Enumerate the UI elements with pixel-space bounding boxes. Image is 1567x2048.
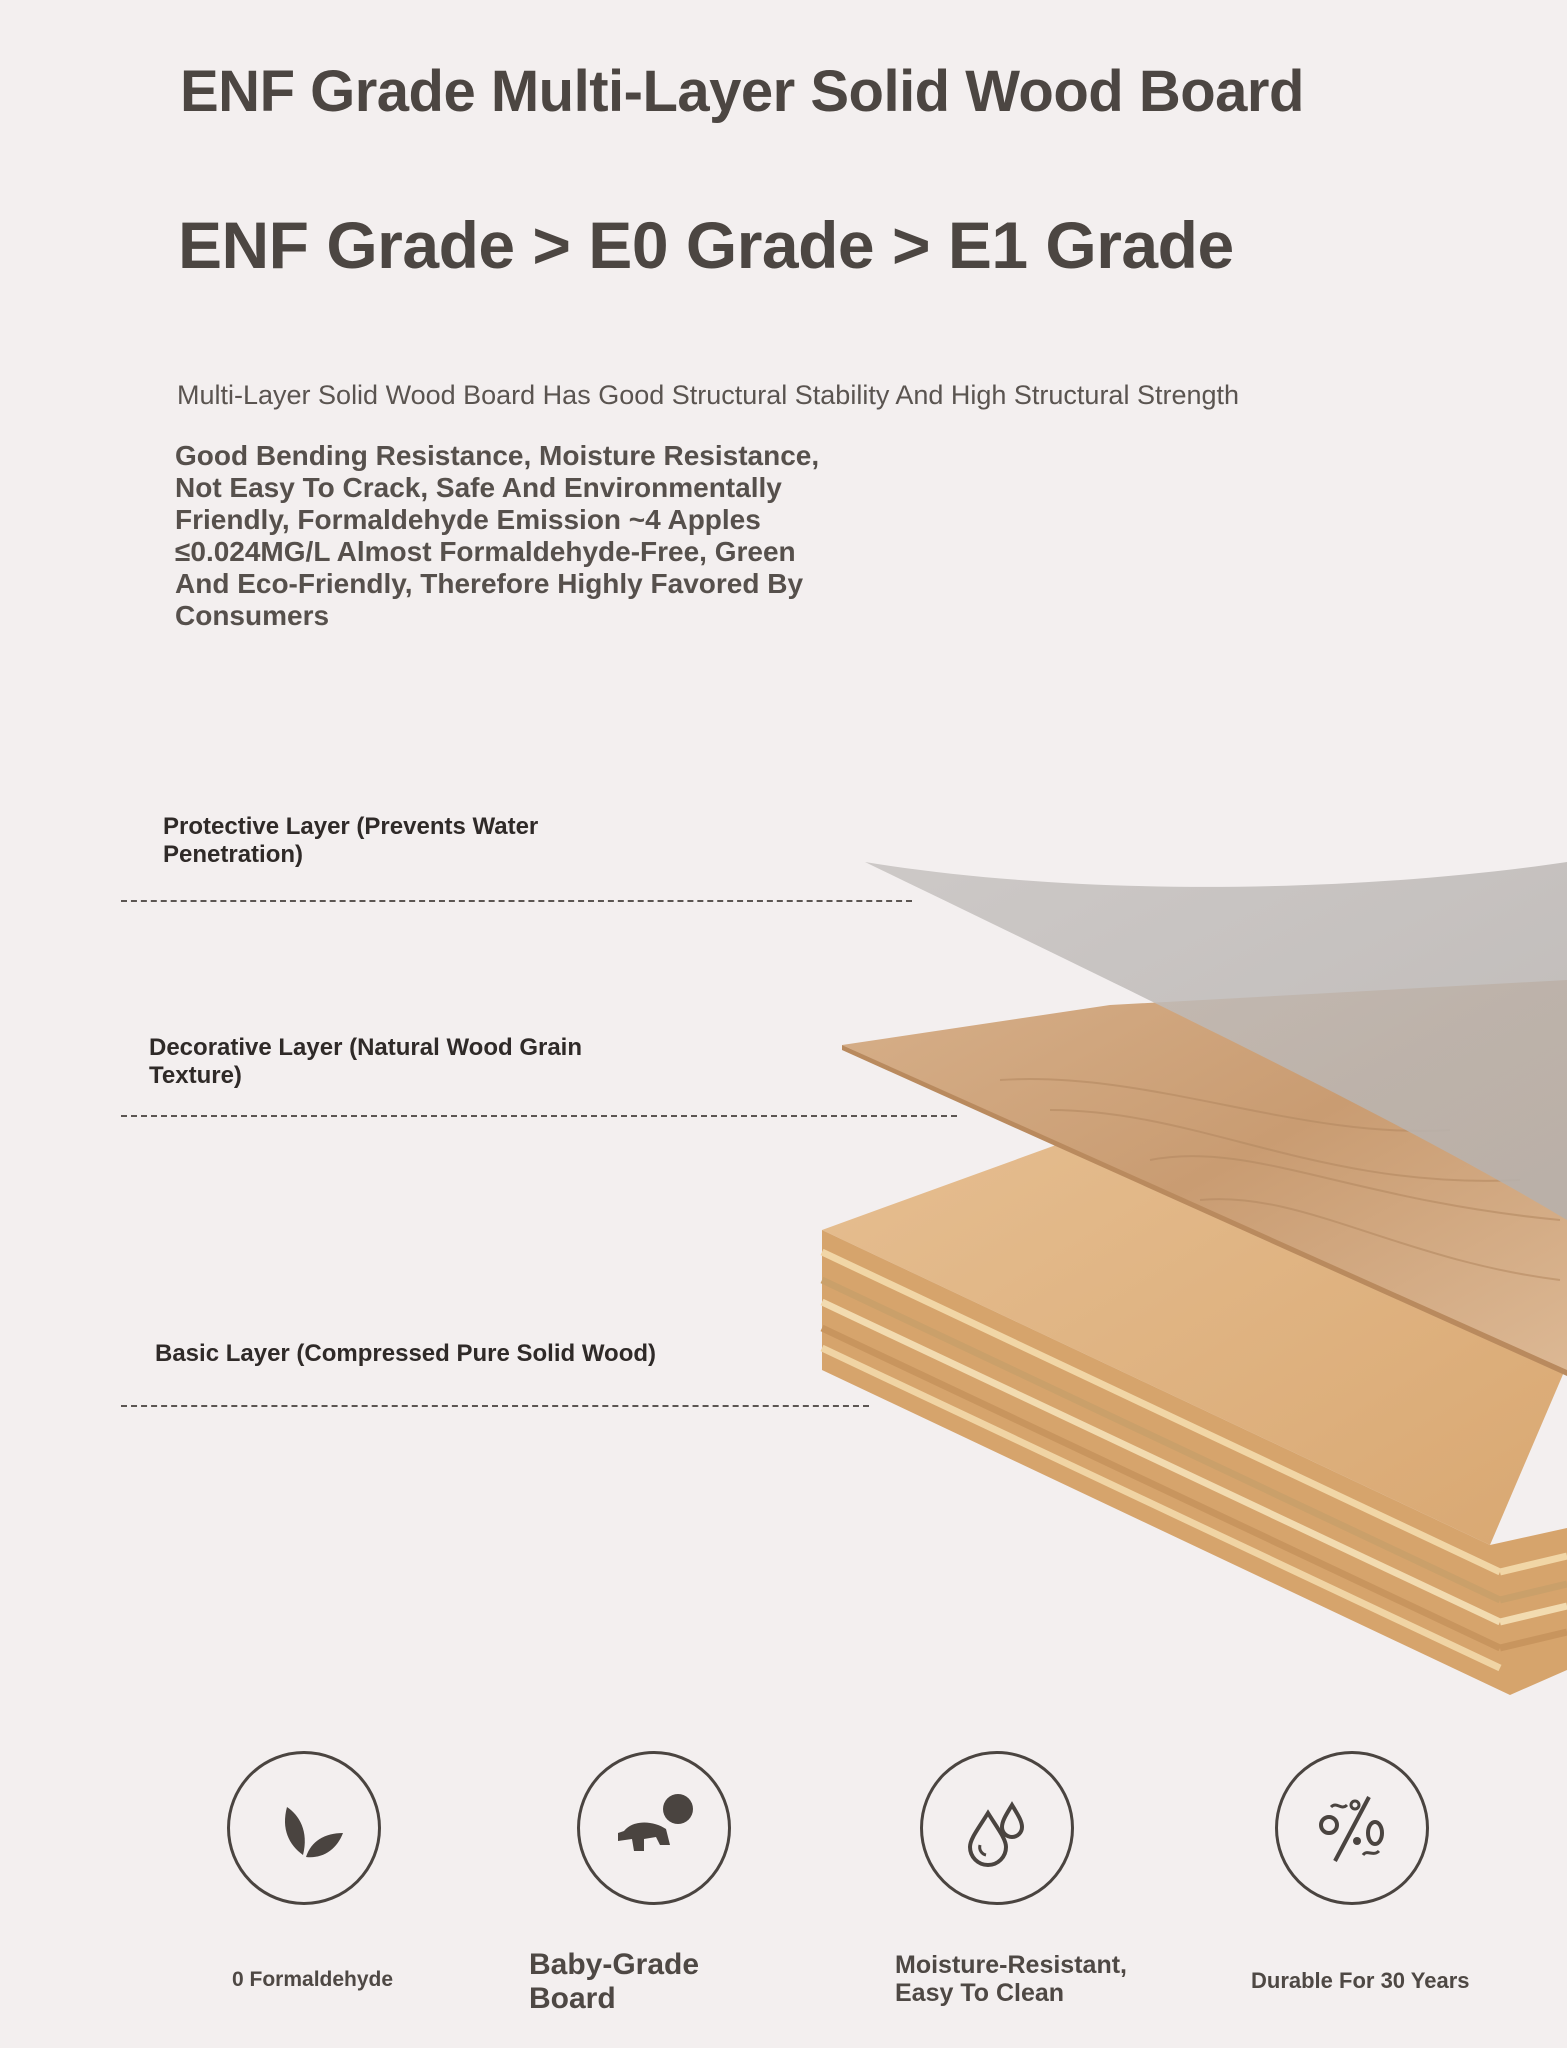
baby-icon bbox=[604, 1783, 704, 1873]
subtitle: Multi-Layer Solid Wood Board Has Good Structural Stability And High Structural Strength bbox=[177, 380, 1240, 410]
feature-baby-grade bbox=[577, 1751, 731, 1905]
feature-label-baby-grade: Baby-Grade Board bbox=[529, 1948, 700, 2015]
feature-label-moisture: Moisture-Resistant, Easy To Clean bbox=[895, 1951, 1127, 2007]
description-paragraph: Good Bending Resistance, Moisture Resistance, Not Easy To Crack, Safe And Environmentally Friendly, Formaldehyde Emission ~4 Apples ≤0.024MG/L Almost Formaldehyde-Free, Green And Eco-Friendly, Therefore Highly Favored By Consumers bbox=[175, 440, 820, 631]
water-drops-icon bbox=[952, 1783, 1042, 1873]
feature-moisture-resistant bbox=[920, 1751, 1074, 1905]
layer-label-basic: Basic Layer (Compressed Pure Solid Wood) bbox=[155, 1340, 657, 1367]
feature-label-formaldehyde: 0 Formaldehyde bbox=[232, 1968, 394, 1991]
feature-durable bbox=[1275, 1751, 1429, 1905]
feature-0-formaldehyde bbox=[227, 1751, 381, 1905]
leader-line-protective bbox=[121, 900, 912, 902]
page-title: ENF Grade Multi-Layer Solid Wood Board bbox=[180, 59, 1304, 124]
leaf-icon bbox=[259, 1783, 349, 1873]
grade-comparison-heading: ENF Grade > E0 Grade > E1 Grade bbox=[178, 208, 1234, 282]
antibacterial-icon bbox=[1307, 1783, 1397, 1873]
layered-board-illustration bbox=[0, 840, 1567, 1720]
leader-line-basic bbox=[121, 1405, 869, 1407]
layer-label-protective: Protective Layer (Prevents Water Penetration) bbox=[163, 813, 539, 868]
leader-line-decorative bbox=[121, 1115, 957, 1117]
layer-label-decorative: Decorative Layer (Natural Wood Grain Texture) bbox=[149, 1034, 583, 1089]
feature-label-durable: Durable For 30 Years bbox=[1251, 1968, 1470, 1993]
